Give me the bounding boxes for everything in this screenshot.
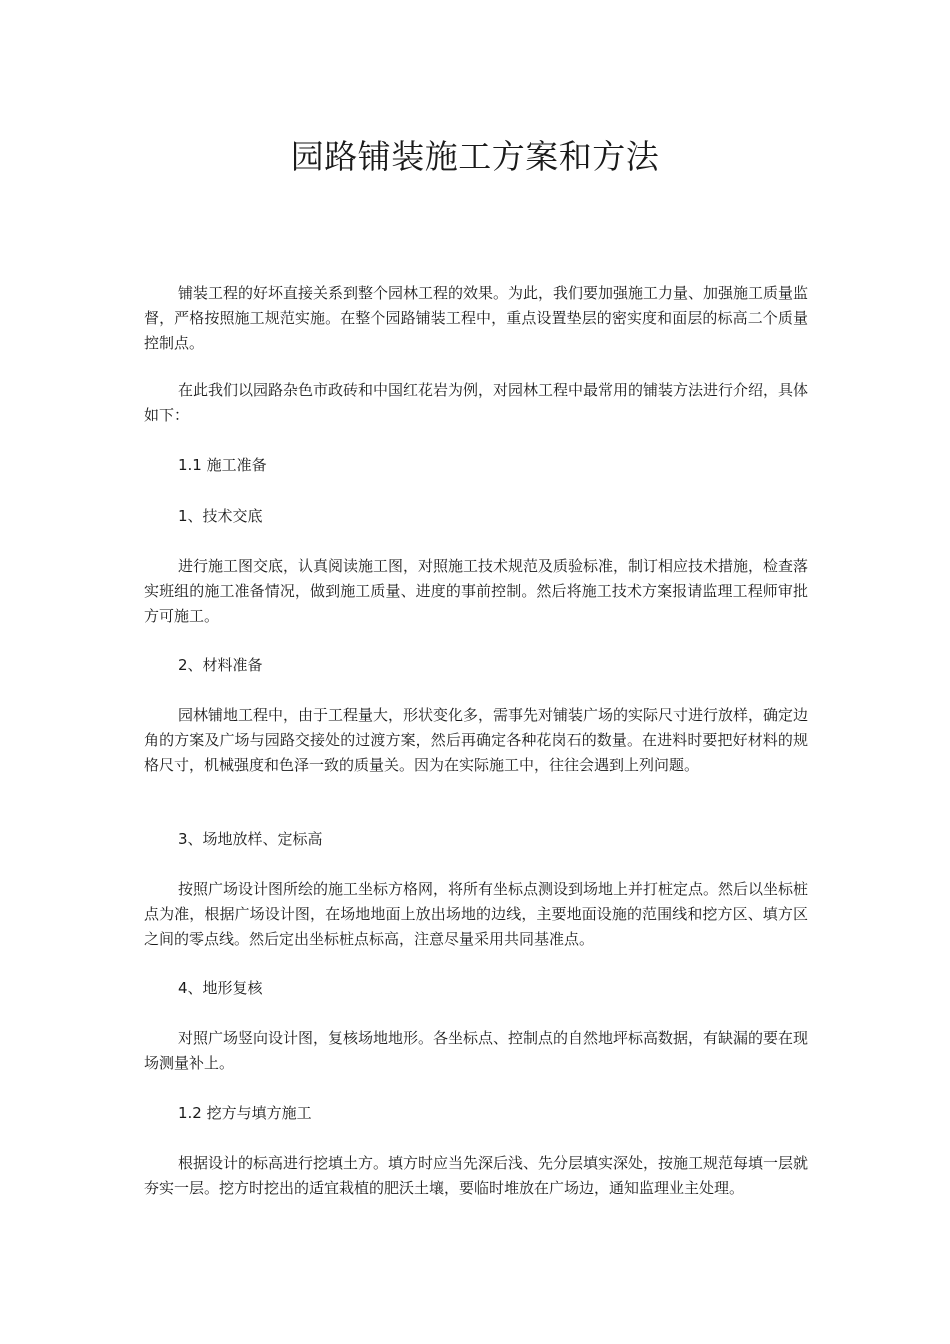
subheading-technical-briefing: 1、技术交底 — [178, 507, 263, 525]
paragraph-technical-briefing: 进行施工图交底，认真阅读施工图，对照施工技术规范及质验标准，制订相应技术措施，检查落实班组的施工准备情况，做到施工质量、进度的事前控制。然后将施工技术方案报请监理工程师审批方可施工。 — [144, 557, 809, 625]
paragraph-example: 在此我们以园路杂色市政砖和中国红花岩为例，对园林工程中最常用的铺装方法进行介绍，具体如下： — [144, 381, 809, 424]
paragraph-intro: 铺装工程的好坏直接关系到整个园林工程的效果。为此，我们要加强施工力量、加强施工质量监督，严格按照施工规范实施。在整个园路铺装工程中，重点设置垫层的密实度和面层的标高二个质量控制点。 — [144, 284, 809, 352]
paragraph-site-layout: 按照广场设计图所绘的施工坐标方格网，将所有坐标点测设到场地上并打桩定点。然后以坐标桩点为准，根据广场设计图，在场地地面上放出场地的边线，主要地面设施的范围线和挖方区、填方区之间的零点线。然后定出坐标桩点标高，注意尽量采用共同基准点。 — [144, 880, 809, 948]
section-heading-1-2: 1.2 挖方与填方施工 — [178, 1104, 312, 1122]
subheading-terrain-check: 4、地形复核 — [178, 979, 263, 997]
document-title: 园路铺装施工方案和方法 — [290, 137, 660, 176]
subheading-material-preparation: 2、材料准备 — [178, 656, 263, 674]
paragraph-material-preparation: 园林铺地工程中，由于工程量大，形状变化多，需事先对铺装广场的实际尺寸进行放样，确定边角的方案及广场与园路交接处的过渡方案，然后再确定各种花岗石的数量。在进料时要把好材料的规格尺寸，机械强度和色泽一致的质量关。因为在实际施工中，往往会遇到上列问题。 — [144, 706, 809, 774]
paragraph-terrain-check: 对照广场竖向设计图，复核场地地形。各坐标点、控制点的自然地坪标高数据，有缺漏的要在现场测量补上。 — [144, 1029, 809, 1072]
paragraph-excavation-filling: 根据设计的标高进行挖填土方。填方时应当先深后浅、先分层填实深处，按施工规范每填一层就夯实一层。挖方时挖出的适宜栽植的肥沃土壤，要临时堆放在广场边，通知监理业主处理。 — [144, 1154, 809, 1197]
subheading-site-layout: 3、场地放样、定标高 — [178, 830, 323, 848]
section-heading-1-1: 1.1 施工准备 — [178, 456, 267, 474]
